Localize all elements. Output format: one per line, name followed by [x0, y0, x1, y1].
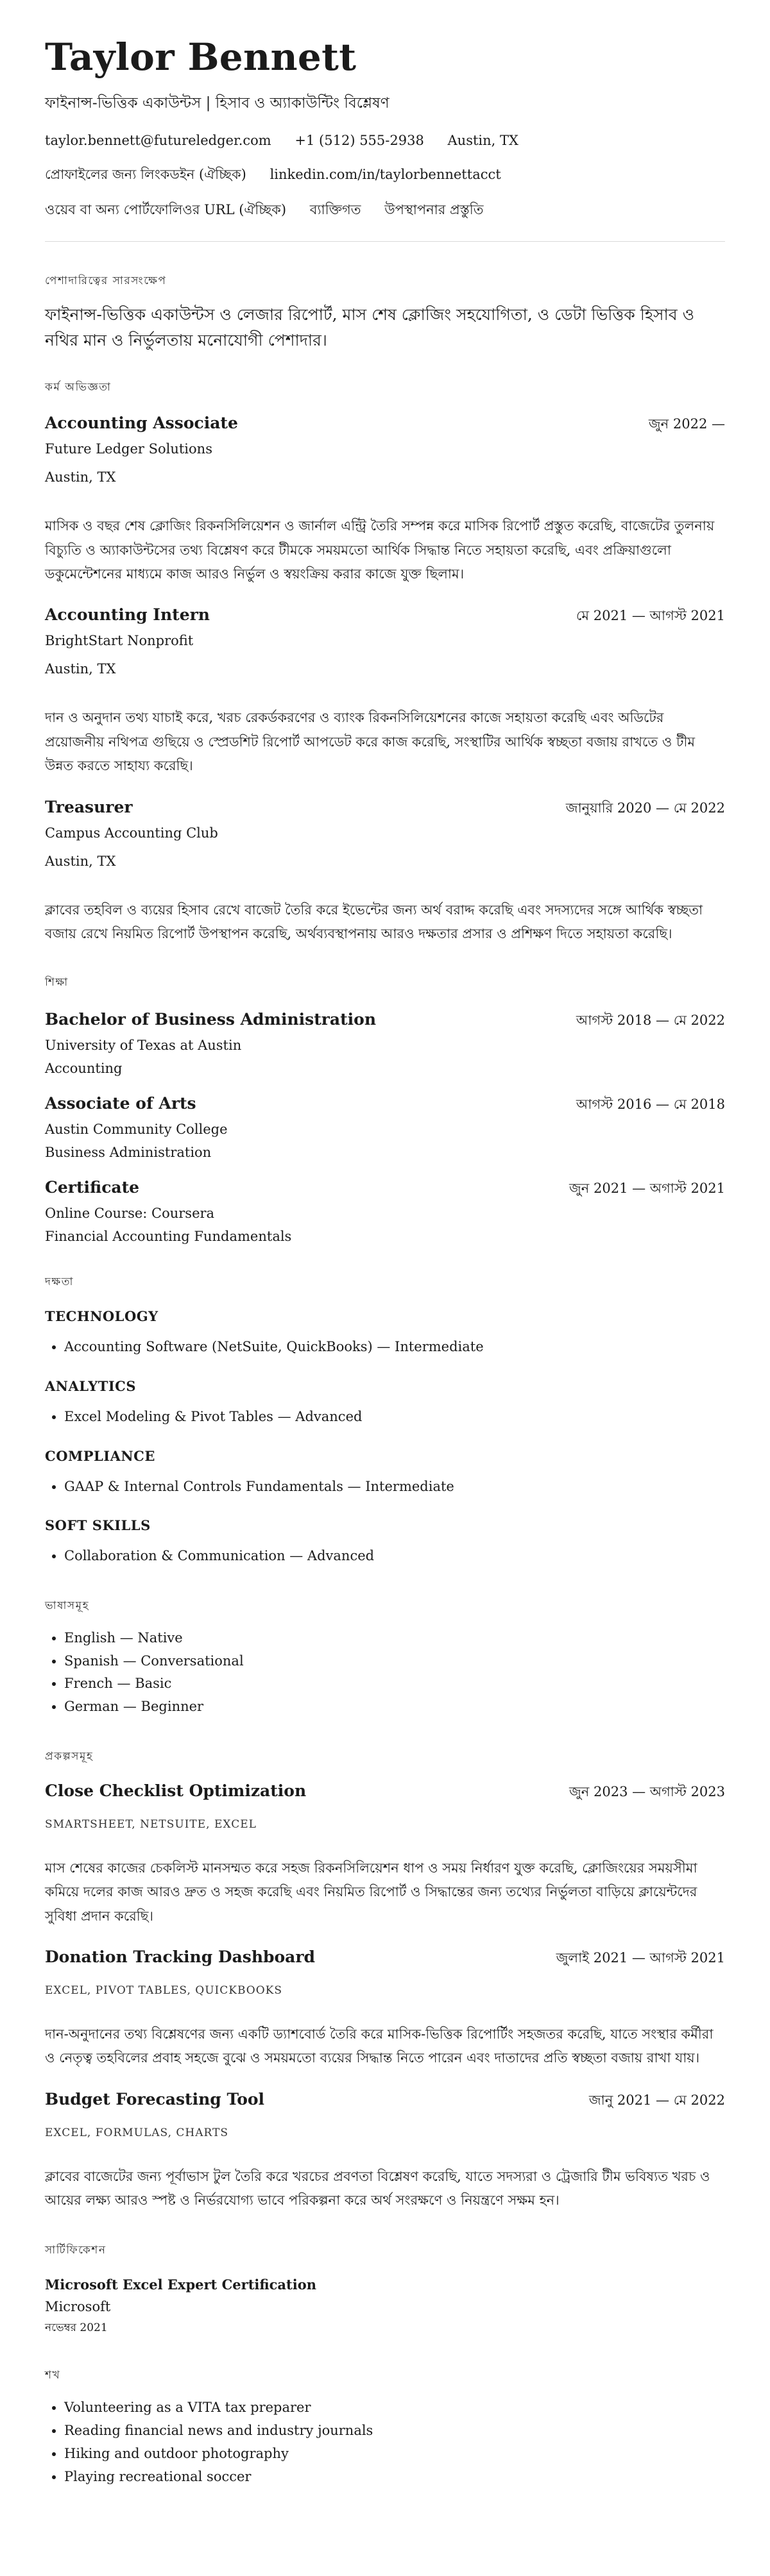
linkedin-label: প্রোফাইলের জন্য লিংকডইন (ঐচ্ছিক)	[45, 166, 246, 182]
school-name: University of Texas at Austin	[45, 1038, 242, 1054]
project-item	[45, 2090, 725, 2213]
degree-title: Certificate	[45, 1178, 140, 1197]
hobby-item: • Playing recreational soccer	[64, 2466, 725, 2489]
job-date: মে 2021 — আগস্ট 2021	[576, 608, 725, 624]
degree-title: Associate of Arts	[45, 1094, 196, 1113]
education-section-title: শিক্ষা	[45, 976, 69, 989]
project-description: মাস শেষের কাজের চেকলিস্ট মানসম্মত করে সহজ রিকনসিলিয়েশন ধাপ ও সময় নির্ধারণ যুক্ত করেছি, ক্লোজিংয়ের সময়সীমা কমিয়ে দলের কাজ আরও দ্রুত ও সহজ করেছি এবং নিয়মিত রিপোর্ট ও সিদ্ধান্তের জন্য তথ্যের নির্ভুলতা বাড়িয়ে ক্লায়েন্টদের সুবিধা প্রদান করেছি।	[45, 1860, 697, 1924]
hobby-item: • Volunteering as a VITA tax preparer	[64, 2396, 725, 2420]
study-field: Financial Accounting Fundamentals	[45, 1229, 292, 1245]
company-name: Future Ledger Solutions	[45, 441, 212, 457]
language-item: • English — Native	[64, 1627, 725, 1650]
hobby-item: • Reading financial news and industry journals	[64, 2420, 725, 2443]
extra-row	[45, 202, 725, 218]
job-description: দান ও অনুদান তথ্য যাচাই করে, খরচ রেকর্ডকরণের ও ব্যাংক রিকনসিলিয়েশনের কাজে সহায়তা করেছি এবং অডিটের প্রয়োজনীয় নথিপত্র গুছিয়ে ও স্প্রেডশিট রিপোর্ট আপডেট করে কাজ করেছি, সংস্থাটির আর্থিক স্বচ্ছতা বজায় রাখতে ও টীম উন্নত করতে সাহায্য করেছি।	[45, 710, 696, 774]
location-text: Austin, TX	[447, 132, 518, 148]
experience-item	[45, 798, 725, 947]
skill-group-title: SOFT SKILLS	[45, 1517, 151, 1534]
skill-list	[45, 1545, 725, 1568]
education-date: জুন 2021 — অগাস্ট 2021	[569, 1181, 725, 1197]
skill-item: • Collaboration & Communication — Advanced	[64, 1545, 725, 1568]
language-item: • Spanish — Conversational	[64, 1650, 725, 1673]
education-date: আগস্ট 2018 — মে 2022	[576, 1013, 725, 1029]
language-list	[45, 1627, 725, 1719]
project-item	[45, 1781, 725, 1928]
hobby-item: • Hiking and outdoor photography	[64, 2443, 725, 2466]
certifications-section-title: সার্টিফিকেশন	[45, 2244, 107, 2257]
certification-item	[45, 2277, 725, 2337]
degree-title: Bachelor of Business Administration	[45, 1010, 377, 1029]
job-title: Accounting Associate	[45, 414, 238, 433]
certification-issuer: Microsoft	[45, 2299, 111, 2315]
links-row	[45, 167, 725, 183]
skill-group-title: COMPLIANCE	[45, 1447, 155, 1464]
education-item	[45, 1010, 725, 1076]
portfolio-label: ওয়েব বা অন্য পোর্টফোলিওর URL (ঐচ্ছিক)	[45, 202, 287, 218]
resume-header	[45, 37, 725, 218]
skill-group-title: TECHNOLOGY	[45, 1308, 158, 1325]
skill-item: • GAAP & Internal Controls Fundamentals — Intermediate	[64, 1476, 725, 1499]
school-name: Online Course: Coursera	[45, 1206, 215, 1222]
skill-item: • Excel Modeling & Pivot Tables — Advanced	[64, 1406, 725, 1429]
project-tech: EXCEL, PIVOT TABLES, QUICKBOOKS	[45, 1983, 282, 1997]
project-description: দান-অনুদানের তথ্য বিশ্লেষণের জন্য একটি ড্যাশবোর্ড তৈরি করে মাসিক-ভিত্তিক রিপোর্টিং সহজতর করেছি, যাতে সংস্থার কর্মীরা ও নেতৃত্ব তহবিলের প্রবাহ সহজে বুঝে ও সময়মতো ব্যয়ের সিদ্ধান্ত নিতে পারেন এবং দাতাদের প্রতি স্বচ্ছতা বজায় রাখা যায়।	[45, 2026, 714, 2066]
education-date: আগস্ট 2016 — মে 2018	[576, 1097, 725, 1113]
linkedin-link[interactable]: linkedin.com/in/taylorbennettacct	[270, 166, 501, 182]
company-name: Campus Accounting Club	[45, 825, 218, 841]
skill-list	[45, 1336, 725, 1359]
education-item	[45, 1178, 725, 1244]
job-title: Treasurer	[45, 797, 133, 816]
job-location: Austin, TX	[45, 661, 116, 677]
job-date: জানুয়ারি 2020 — মে 2022	[565, 800, 725, 816]
company-name: BrightStart Nonprofit	[45, 633, 194, 649]
certification-name: Microsoft Excel Expert Certification	[45, 2277, 316, 2293]
project-date: জুন 2023 — অগাস্ট 2023	[569, 1783, 725, 1799]
language-item: • French — Basic	[64, 1672, 725, 1696]
summary-text: ফাইনান্স-ভিত্তিক একাউন্টস ও লেজার রিপোর্ট, মাস শেষ ক্লোজিং সহযোগিতা, ও ডেটা ভিত্তিক হিসাব ও নথির মান ও নির্ভুলতায় মনোযোগী পেশাদার।	[45, 305, 695, 350]
candidate-name: Taylor Bennett	[45, 35, 357, 79]
contact-row	[45, 133, 725, 149]
project-date: জুলাই 2021 — আগস্ট 2021	[556, 1949, 725, 1966]
hobbies-section-title: শখ	[45, 2369, 61, 2382]
job-location: Austin, TX	[45, 853, 116, 869]
extra-item-personal: ব্যাক্তিগত	[309, 202, 361, 218]
skill-item: • Accounting Software (NetSuite, QuickBooks) — Intermediate	[64, 1336, 725, 1359]
skill-list	[45, 1476, 725, 1499]
project-date: জানু 2021 — মে 2022	[588, 2092, 725, 2108]
extra-item-presentation: উপস্থাপনার প্রস্তুতি	[384, 202, 484, 218]
job-description: মাসিক ও বছর শেষ ক্লোজিং রিকনসিলিয়েশন ও জার্নাল এন্ট্রি তৈরি সম্পন্ন করে মাসিক রিপোর্ট প্রস্তুত করেছি, বাজেটের তুলনায় বিচ্যুতি ও অ্যাকাউন্টসের তথ্য বিশ্লেষণ করে টীমকে সময়মতো আর্থিক সিদ্ধান্ত নিতে সহায়তা করেছি, এবং প্রক্রিয়াগুলো ডকুমেন্টেশনের মাধ্যমে কাজ আরও নির্ভুল ও স্বয়ংক্রিয় করার কাজে যুক্ত ছিলাম।	[45, 518, 715, 582]
school-name: Austin Community College	[45, 1122, 228, 1138]
project-tech: SMARTSHEET, NETSUITE, EXCEL	[45, 1817, 257, 1831]
languages-section-title: ভাষাসমূহ	[45, 1599, 90, 1613]
phone-number[interactable]: +1 (512) 555-2938	[295, 132, 424, 148]
project-tech: EXCEL, FORMULAS, CHARTS	[45, 2126, 229, 2139]
summary-section-title: পেশাদারিত্বের সারসংক্ষেপ	[45, 274, 167, 288]
project-title: Budget Forecasting Tool	[45, 2089, 265, 2109]
language-item: • German — Beginner	[64, 1696, 725, 1719]
project-title: Donation Tracking Dashboard	[45, 1947, 316, 1966]
skills-section-title: দক্ষতা	[45, 1275, 74, 1289]
email-link[interactable]: taylor.bennett@futureledger.com	[45, 132, 271, 148]
job-description: ক্লাবের তহবিল ও ব্যয়ের হিসাব রেখে বাজেট তৈরি করে ইভেন্টের জন্য অর্থ বরাদ্দ করেছি এবং সদস্যদের সঙ্গে আর্থিক স্বচ্ছতা বজায় রেখে নিয়মিত রিপোর্ট উপস্থাপন করেছি, অর্থব্যবস্থাপনায় আরও দক্ষতার প্রসার ও প্রশিক্ষণ দিতে সহায়তা করেছি।	[45, 902, 703, 941]
skill-list	[45, 1406, 725, 1429]
experience-section-title: কর্ম অভিজ্ঞতা	[45, 381, 112, 394]
header-divider	[45, 241, 725, 242]
experience-item	[45, 605, 725, 778]
project-description: ক্লাবের বাজেটের জন্য পূর্বাভাস টুল তৈরি করে খরচের প্রবণতা বিশ্লেষণ করেছি, যাতে সদস্যরা ও ট্রেজারি টীম ভবিষ্যত খরচ ও আয়ের লক্ষ্য আরও স্পষ্ট ও নির্ভরযোগ্য ভাবে পরিকল্পনা করে অর্থ সংরক্ষণে ও নিয়ন্ত্রণে সক্ষম হন।	[45, 2168, 710, 2209]
candidate-headline: ফাইনান্স-ভিত্তিক একাউন্টস | হিসাব ও অ্যাকাউন্টিং বিশ্লেষণ	[45, 94, 389, 112]
job-location: Austin, TX	[45, 469, 116, 485]
study-field: Business Administration	[45, 1145, 212, 1161]
projects-section-title: প্রকল্পসমূহ	[45, 1749, 94, 1763]
skill-group-title: ANALYTICS	[45, 1378, 137, 1395]
hobby-list	[45, 2396, 725, 2488]
project-title: Close Checklist Optimization	[45, 1781, 307, 1800]
job-date: জুন 2022 —	[648, 416, 725, 432]
certification-date: নভেম্বর 2021	[45, 2321, 108, 2335]
study-field: Accounting	[45, 1061, 123, 1077]
education-item	[45, 1094, 725, 1160]
job-title: Accounting Intern	[45, 605, 210, 625]
project-item	[45, 1948, 725, 2071]
experience-item	[45, 414, 725, 586]
